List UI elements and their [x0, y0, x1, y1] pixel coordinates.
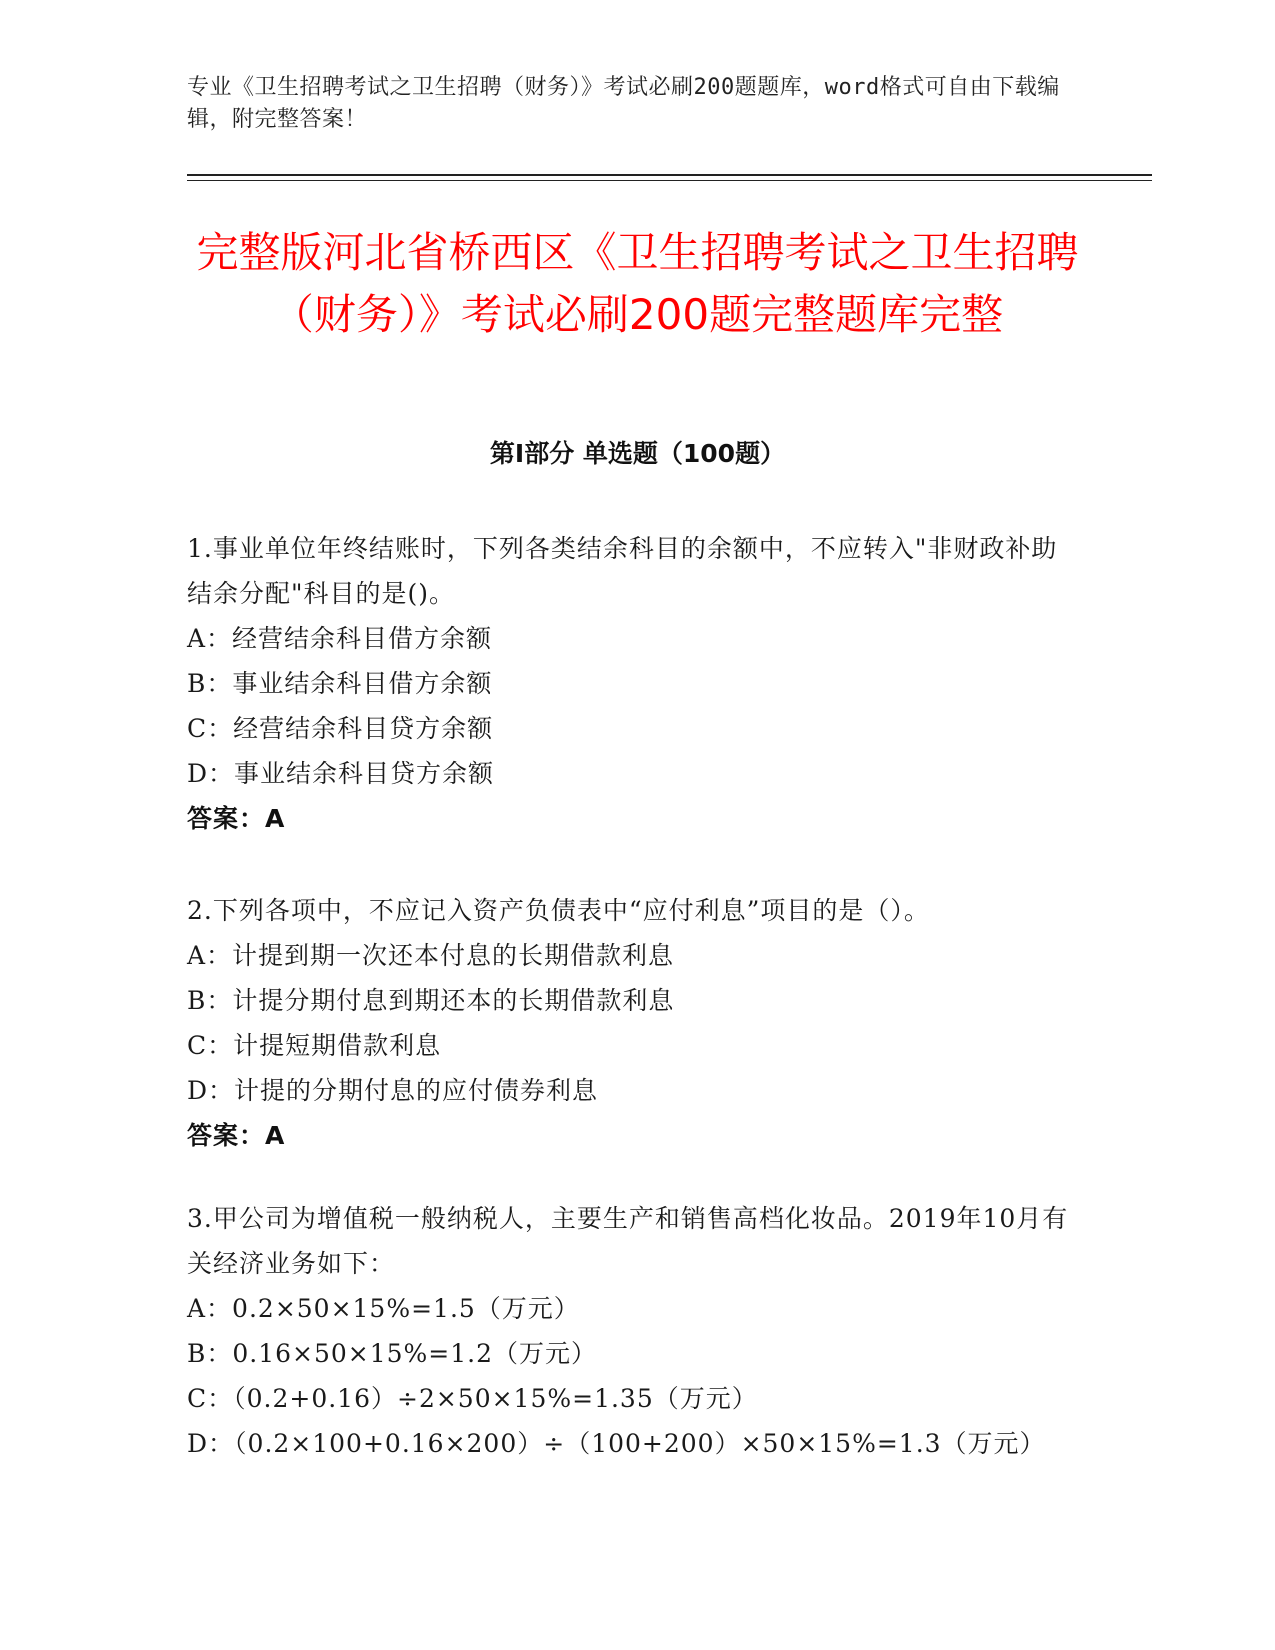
section-heading: 第I部分 单选题（100题）	[489, 439, 786, 468]
question-stem: 3.甲公司为增值税一般纳税人，主要生产和销售高档化妆品。2019年10月有关经济业务如下：	[187, 1204, 1069, 1278]
option-a: A：0.2×50×15%=1.5（万元）	[187, 1294, 580, 1323]
header-divider-thin	[187, 180, 1152, 181]
question-stem: 1.事业单位年终结账时，下列各类结余科目的余额中，不应转入"非财政补助结余分配"科目的是()。	[187, 534, 1058, 608]
option-c: C：经营结余科目贷方余额	[187, 714, 494, 743]
option-a: A：经营结余科目借方余额	[187, 624, 493, 653]
option-b: B：事业结余科目借方余额	[187, 669, 493, 698]
option-d: D：计提的分期付息的应付债券利息	[187, 1076, 599, 1105]
question-1	[187, 526, 1077, 841]
option-a: A：计提到期一次还本付息的长期借款利息	[187, 941, 675, 970]
answer: 答案：A	[187, 1121, 286, 1150]
header-note: 专业《卫生招聘考试之卫生招聘（财务）》考试必刷200题题库，word格式可自由下载编辑，附完整答案！	[187, 75, 1060, 132]
option-b: B：0.16×50×15%=1.2（万元）	[187, 1339, 598, 1368]
option-c: C：（0.2+0.16）÷2×50×15%=1.35（万元）	[187, 1384, 758, 1413]
option-d: D：事业结余科目贷方余额	[187, 759, 495, 788]
document-title: 完整版河北省桥西区《卫生招聘考试之卫生招聘（财务）》考试必刷200题完整题库完整	[196, 228, 1079, 339]
option-c: C：计提短期借款利息	[187, 1031, 442, 1060]
header-divider-thick	[187, 174, 1152, 176]
question-3	[187, 1196, 1077, 1466]
option-b: B：计提分期付息到期还本的长期借款利息	[187, 986, 675, 1015]
option-d: D：（0.2×100+0.16×200）÷（100+200）×50×15%=1.3（万元）	[187, 1429, 1046, 1458]
question-2	[187, 888, 1077, 1158]
answer: 答案：A	[187, 804, 286, 833]
question-stem: 2.下列各项中，不应记入资产负债表中“应付利息”项目的是（）。	[187, 896, 930, 925]
